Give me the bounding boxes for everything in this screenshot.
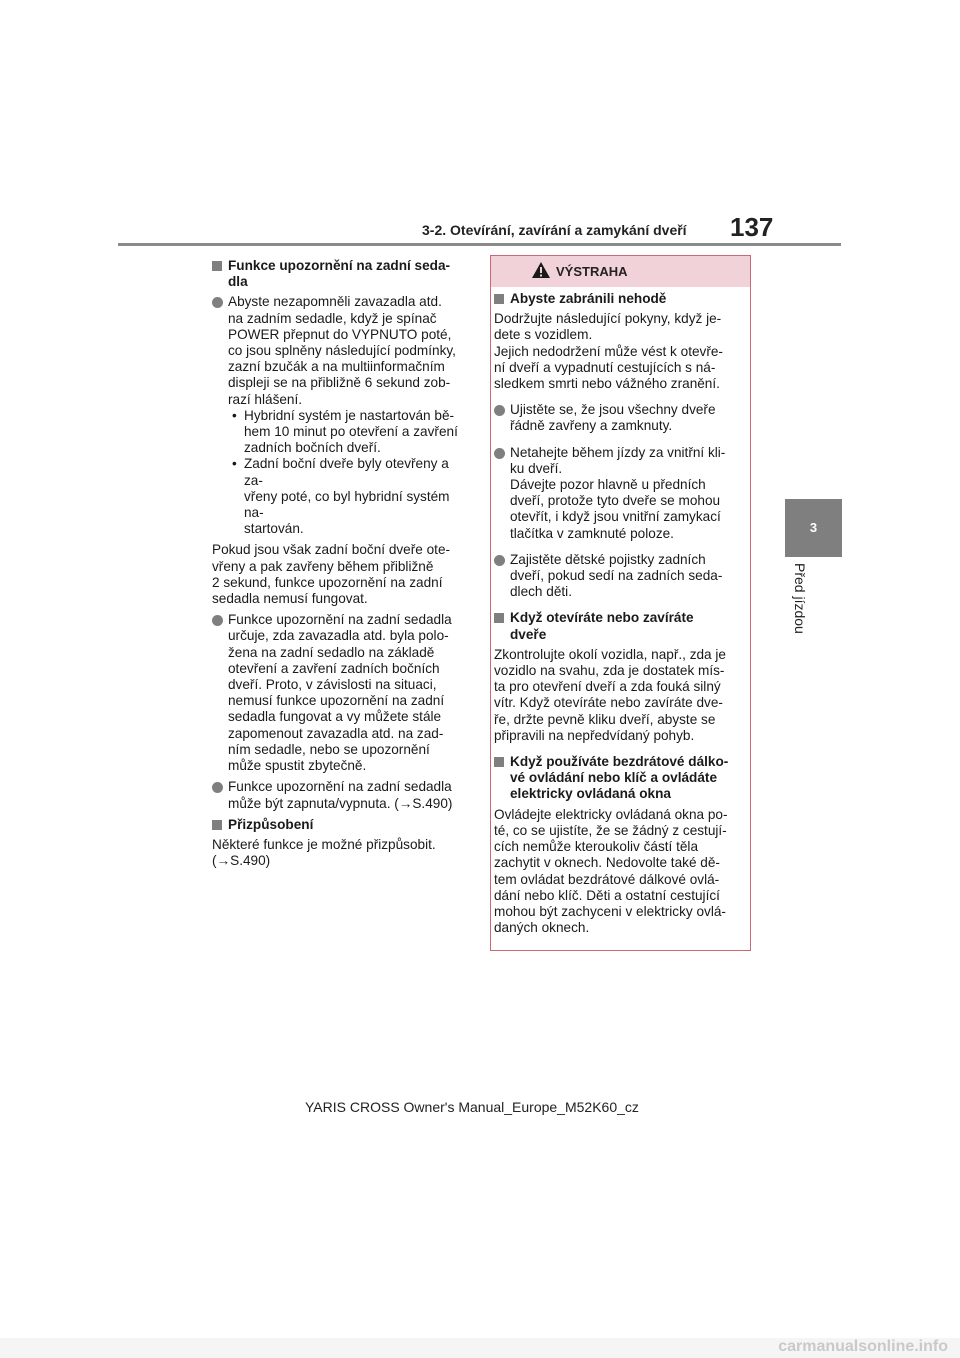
bullet-paragraph: Ujistěte se, že jsou všechny dveře řádně zavřeny a zamknuty. (494, 402, 746, 434)
paragraph: Pokud jsou však zadní boční dveře ote- vřeny a pak zavřeny během přibližně 2 sekund, funkce upozornění na zadní sedadla nemusí fungovat. (212, 542, 451, 607)
circle-bullet-icon (212, 782, 223, 793)
heading-rear-seat-reminder: Funkce upozornění na zadní seda- dla (212, 258, 470, 290)
chapter-title-text: Před jízdou (792, 563, 808, 634)
chapter-tab[interactable]: 3 (785, 499, 842, 557)
circle-bullet-icon (212, 297, 223, 308)
bullet-paragraph: Funkce upozornění na zadní sedadla určuje, zda zavazadla atd. byla polo- žena na zadní sedadlo na základě otevření a zavření zadních bočních dveří. Proto, v závislosti na situaci, nemusí funkce upozornění na zadní sedadla fungovat a vy můžete stále zapomenout zavazadla atd. na zad- ním sedadle, nebo se upozornění může spustit zbytečně. (212, 612, 470, 774)
heading-opening-doors: Když otevíráte nebo zavíráte dveře (494, 610, 746, 642)
paragraph: Zkontrolujte okolí vozidla, např., zda je vozidlo na svahu, zda je dostatek mís- ta pro otevření dveří a zda fouká silný vítr. Když otevíráte nebo zavíráte dve- ře, držte pevně kliku dveří, abyste se připravili na nepředvídaný pohyb. (494, 646, 726, 743)
bullet-paragraph: Netahejte během jízdy za vnitřní kli- ku dveří. Dávejte pozor hlavně u předních dveří, protože tyto dveře se mohou otevřít, i když jsou vnitřní zamykací tlačítka v zamknuté poloze. (494, 445, 746, 542)
paragraph: Ovládejte elektricky ovládaná okna po- té, co se ujistíte, že se žádný z cestují- cích nemůže kteroukoliv částí těla zachytit v oknech. Nedovolte také dě- tem ovládat bezdrátové dálkové ovlá- dání nebo klíč. Děti a ostatní cestující mohou být zachyceni v elektricky ovlá- daných oknech. (494, 806, 728, 936)
warning-triangle-icon (531, 261, 551, 279)
chapter-title (790, 563, 810, 683)
square-bullet-icon (212, 261, 222, 271)
circle-bullet-icon (494, 448, 505, 459)
page-reference-link[interactable]: (→S.490) (212, 853, 271, 869)
section-title: 3-2. Otevírání, zavírání a zamykání dveří (422, 222, 687, 238)
bullet-paragraph: Abyste nezapomněli zavazadla atd. na zadním sedadle, když je spínač POWER přepnut do VYPNUTO poté, co jsou splněny následující podmínky, zazní bzučák a na multiinformačním displeji se na přibližně 6 sekund zob- razí hlášení. • Hybridní systém je nastartován bě- hem 10 minut po otevření a zavření zadních bočních dveří. • Zadní boční dveře byly otevřeny a za- vřeny poté, co byl hybridní systém na- startován. (212, 294, 470, 537)
circle-bullet-icon (494, 555, 505, 566)
left-column (212, 258, 470, 874)
sub-list-item: • Hybridní systém je nastartován bě- hem 10 minut po otevření a zavření zadních bočních dveří. (232, 407, 458, 456)
circle-bullet-icon (494, 405, 505, 416)
header-divider (118, 243, 841, 246)
heading-customization: Přizpůsobení (212, 817, 470, 833)
square-bullet-icon (494, 613, 504, 623)
page-number: 137 (730, 212, 774, 242)
square-bullet-icon (212, 820, 222, 830)
square-bullet-icon (494, 294, 504, 304)
heading-wireless-remote: Když používáte bezdrátové dálko- vé ovládání nebo klíč a ovládáte elektricky ovládaná okna (494, 754, 746, 803)
warning-content (494, 291, 746, 941)
heading-prevent-accident: Abyste zabránili nehodě (494, 291, 746, 307)
page-reference-link[interactable]: může být zapnuta/vypnuta. (→S.490) (228, 795, 453, 811)
circle-bullet-icon (212, 615, 223, 626)
bullet-paragraph: Funkce upozornění na zadní sedadla může být zapnuta/vypnuta. (→S.490) (212, 779, 470, 811)
watermark: carmanualsonline.info (778, 1338, 948, 1355)
bullet-paragraph: Zajistěte dětské pojistky zadních dveří, pokud sedí na zadních seda- dlech děti. (494, 552, 746, 601)
paragraph: Některé funkce je možné přizpůsobit. (→S.490) (212, 837, 470, 869)
square-bullet-icon (494, 757, 504, 767)
sub-list-item: • Zadní boční dveře byly otevřeny a za- vřeny poté, co byl hybridní systém na- startován. (232, 456, 450, 537)
footer-manual-id: YARIS CROSS Owner's Manual_Europe_M52K60_cz (305, 1099, 639, 1115)
warning-label: VÝSTRAHA (556, 264, 628, 279)
paragraph: Dodržujte následující pokyny, když je- dete s vozidlem. Jejich nedodržení může vést k otevře- ní dveří a vypadnutí cestujících s ná- sledkem smrti nebo vážného zranění. (494, 311, 723, 392)
